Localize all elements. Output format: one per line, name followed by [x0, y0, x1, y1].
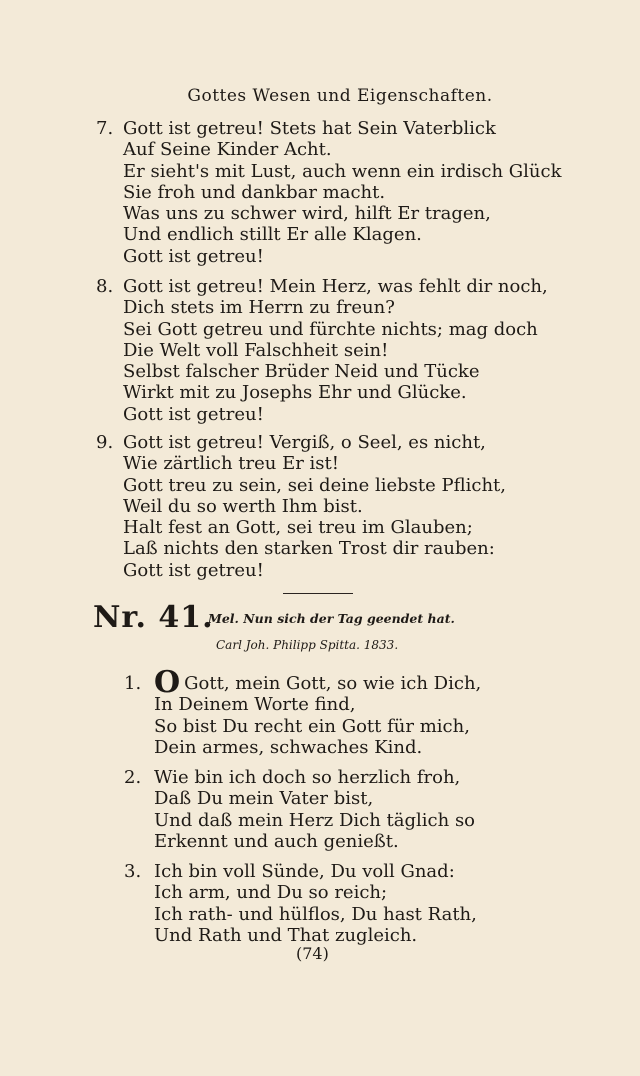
verse-line: Wirkt mit zu Josephs Ehr und Glücke.	[123, 382, 467, 404]
verse-9	[96, 432, 516, 581]
verse-line: Daß Du mein Vater bist,	[154, 788, 374, 810]
melody-note: Mel. Nun sich der Tag geendet hat.	[208, 611, 455, 626]
verse-line: Ich rath- und hülflos, Du hast Rath,	[154, 903, 477, 925]
verse-line: Und daß mein Herz Dich täglich so	[154, 809, 476, 831]
verse-line: Ich arm, und Du so reich;	[154, 882, 388, 904]
author-line: Carl Joh. Philipp Spitta. 1833.	[216, 638, 399, 652]
verse-line: Gott ist getreu!	[123, 403, 264, 425]
verse-line: Erkennt und auch genießt.	[154, 830, 399, 852]
verse-number: 3.	[124, 861, 142, 882]
verse-line: Weil du so werth Ihm bist.	[123, 495, 363, 517]
verse-line: So bist Du recht ein Gott für mich,	[154, 715, 470, 737]
verse-number: 8.	[96, 276, 114, 297]
hymn41-verse-2	[124, 767, 504, 852]
verse-line: Was uns zu schwer wird, hilft Er tragen,	[123, 203, 491, 225]
verse-line: Gott ist getreu! Stets hat Sein Vaterblick	[123, 118, 496, 139]
page-number: (74)	[296, 944, 329, 963]
verse-line: Die Welt voll Falschheit sein!	[123, 339, 389, 361]
hymn-number: Nr. 41.	[93, 600, 214, 635]
verse-line: Halt fest an Gott, sei treu im Glauben;	[123, 517, 473, 539]
verse-line: Und Rath und That zugleich.	[154, 924, 418, 946]
verse-line: Wie zärtlich treu Er ist!	[123, 453, 340, 475]
verse-line: Gott ist getreu!	[123, 559, 264, 581]
verse-line: Ich bin voll Sünde, Du voll Gnad:	[154, 861, 455, 882]
running-head: Gottes Wesen und Eigenschaften.	[187, 86, 493, 106]
verse-line: Er sieht's mit Lust, auch wenn ein irdisch Glück	[123, 160, 562, 182]
verse-number: 7.	[96, 118, 114, 139]
drop-cap: O	[154, 665, 181, 700]
verse-number: 2.	[124, 767, 142, 788]
verse-line: Gott ist getreu! Vergiß, o Seel, es nicht,	[123, 432, 486, 453]
verse-line: Gott ist getreu! Mein Herz, was fehlt dir noch,	[123, 276, 548, 297]
verse-line: Sei Gott getreu und fürchte nichts; mag doch	[123, 318, 538, 340]
verse-line: Dich stets im Herrn zu freun?	[123, 297, 395, 319]
verse-line: Sie froh und dankbar macht.	[123, 181, 386, 203]
verse-7	[96, 118, 562, 267]
verse-number: 1.	[124, 673, 142, 694]
verse-line: Gott, mein Gott, so wie ich Dich,	[184, 673, 482, 694]
verse-line: Gott treu zu sein, sei deine liebste Pflicht,	[123, 474, 506, 496]
hymn41-verse-1	[124, 665, 504, 758]
verse-8	[96, 276, 548, 425]
verse-line: Selbst falscher Brüder Neid und Tücke	[123, 361, 480, 383]
hymn41-verse-3	[124, 861, 504, 946]
verse-line: Auf Seine Kinder Acht.	[123, 139, 332, 161]
verse-line: Dein armes, schwaches Kind.	[154, 736, 423, 758]
section-divider	[283, 593, 353, 594]
verse-line: Laß nichts den starken Trost dir rauben:	[123, 538, 495, 560]
verse-line: In Deinem Worte find,	[154, 694, 356, 716]
verse-line: Wie bin ich doch so herzlich froh,	[154, 767, 461, 788]
verse-line: Und endlich stillt Er alle Klagen.	[123, 224, 422, 246]
verse-number: 9.	[96, 432, 114, 453]
verse-line: Gott ist getreu!	[123, 245, 264, 267]
